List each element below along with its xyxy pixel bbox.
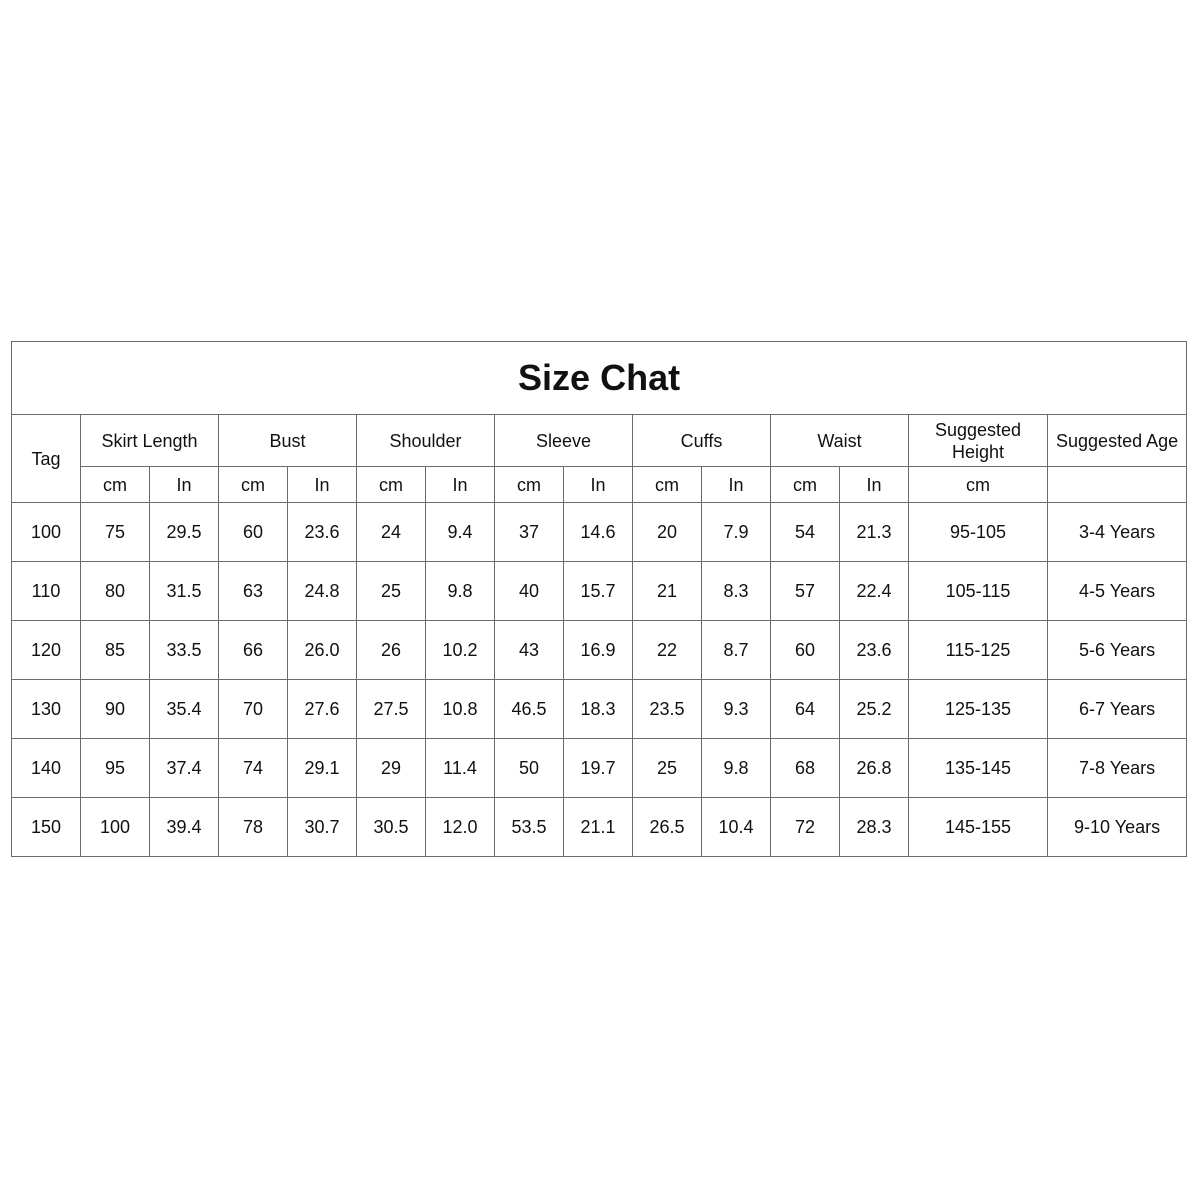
cell-waist-in: 28.3 [840,798,909,857]
cell-sleeve-in: 14.6 [564,503,633,562]
cell-skirt-length-cm: 85 [81,621,150,680]
cell-shoulder-cm: 26 [357,621,426,680]
cell-shoulder-in: 9.8 [426,562,495,621]
cell-sleeve-in: 21.1 [564,798,633,857]
cell-shoulder-cm: 24 [357,503,426,562]
cell-sleeve-cm: 46.5 [495,680,564,739]
cell-cuffs-cm: 25 [633,739,702,798]
cell-waist-cm: 64 [771,680,840,739]
header-cuffs: Cuffs [633,415,771,467]
cell-bust-in: 27.6 [288,680,357,739]
cell-skirt-length-in: 37.4 [150,739,219,798]
header-tag: Tag [12,415,81,503]
cell-bust-in: 23.6 [288,503,357,562]
cell-sleeve-cm: 53.5 [495,798,564,857]
header-waist: Waist [771,415,909,467]
cell-skirt-length-in: 35.4 [150,680,219,739]
cell-bust-in: 30.7 [288,798,357,857]
cell-cuffs-in: 8.7 [702,621,771,680]
cell-shoulder-cm: 27.5 [357,680,426,739]
table-row [12,798,1187,857]
cell-skirt-length-in: 33.5 [150,621,219,680]
header-skirt-length: Skirt Length [81,415,219,467]
cell-cuffs-cm: 26.5 [633,798,702,857]
cell-waist-cm: 60 [771,621,840,680]
cell-waist-in: 25.2 [840,680,909,739]
header-suggested-age: Suggested Age [1048,415,1187,467]
header-bust: Bust [219,415,357,467]
cell-suggested-height: 145-155 [909,798,1048,857]
cell-sleeve-cm: 43 [495,621,564,680]
table-row [12,739,1187,798]
cell-bust-in: 26.0 [288,621,357,680]
table-row [12,562,1187,621]
cell-bust-cm: 74 [219,739,288,798]
unit-in: In [150,467,219,503]
unit-in: In [426,467,495,503]
header-suggested-height: Suggested Height [909,415,1048,467]
cell-bust-in: 24.8 [288,562,357,621]
cell-bust-cm: 66 [219,621,288,680]
unit-cm: cm [633,467,702,503]
unit-cm: cm [495,467,564,503]
cell-skirt-length-cm: 95 [81,739,150,798]
unit-in: In [840,467,909,503]
cell-skirt-length-cm: 100 [81,798,150,857]
unit-in: In [564,467,633,503]
table-body [12,503,1187,857]
cell-waist-in: 22.4 [840,562,909,621]
cell-tag: 120 [12,621,81,680]
table-row [12,503,1187,562]
cell-cuffs-in: 10.4 [702,798,771,857]
size-chart [11,341,1187,857]
cell-waist-cm: 57 [771,562,840,621]
unit-cm: cm [357,467,426,503]
unit-in: In [288,467,357,503]
cell-skirt-length-in: 29.5 [150,503,219,562]
cell-bust-cm: 60 [219,503,288,562]
cell-sleeve-cm: 37 [495,503,564,562]
cell-suggested-age: 3-4 Years [1048,503,1187,562]
unit-cm: cm [219,467,288,503]
cell-sleeve-in: 19.7 [564,739,633,798]
cell-tag: 100 [12,503,81,562]
cell-sleeve-cm: 40 [495,562,564,621]
cell-suggested-age: 6-7 Years [1048,680,1187,739]
cell-shoulder-in: 9.4 [426,503,495,562]
cell-bust-cm: 78 [219,798,288,857]
cell-cuffs-cm: 20 [633,503,702,562]
cell-suggested-age: 4-5 Years [1048,562,1187,621]
cell-skirt-length-cm: 90 [81,680,150,739]
cell-suggested-height: 105-115 [909,562,1048,621]
cell-shoulder-cm: 30.5 [357,798,426,857]
unit-cm: cm [771,467,840,503]
cell-suggested-height: 135-145 [909,739,1048,798]
unit-empty [1048,467,1187,503]
cell-cuffs-cm: 21 [633,562,702,621]
cell-sleeve-in: 15.7 [564,562,633,621]
cell-cuffs-cm: 23.5 [633,680,702,739]
cell-waist-cm: 72 [771,798,840,857]
cell-tag: 130 [12,680,81,739]
cell-skirt-length-in: 39.4 [150,798,219,857]
cell-cuffs-in: 9.8 [702,739,771,798]
cell-cuffs-in: 9.3 [702,680,771,739]
cell-suggested-age: 5-6 Years [1048,621,1187,680]
cell-waist-cm: 68 [771,739,840,798]
cell-shoulder-in: 12.0 [426,798,495,857]
cell-suggested-height: 95-105 [909,503,1048,562]
header-sleeve: Sleeve [495,415,633,467]
cell-tag: 110 [12,562,81,621]
cell-waist-in: 21.3 [840,503,909,562]
cell-sleeve-in: 18.3 [564,680,633,739]
cell-skirt-length-cm: 80 [81,562,150,621]
unit-cm: cm [81,467,150,503]
unit-in: In [702,467,771,503]
unit-cm: cm [909,467,1048,503]
header-row [12,415,1187,467]
cell-waist-in: 26.8 [840,739,909,798]
cell-suggested-height: 125-135 [909,680,1048,739]
unit-row [12,467,1187,503]
cell-sleeve-in: 16.9 [564,621,633,680]
chart-title: Size Chat [12,342,1187,415]
size-table [11,341,1187,857]
cell-suggested-age: 7-8 Years [1048,739,1187,798]
table-row [12,621,1187,680]
cell-bust-cm: 70 [219,680,288,739]
cell-bust-cm: 63 [219,562,288,621]
cell-bust-in: 29.1 [288,739,357,798]
cell-waist-cm: 54 [771,503,840,562]
cell-cuffs-in: 7.9 [702,503,771,562]
cell-suggested-height: 115-125 [909,621,1048,680]
cell-cuffs-in: 8.3 [702,562,771,621]
cell-skirt-length-cm: 75 [81,503,150,562]
table-row [12,680,1187,739]
cell-waist-in: 23.6 [840,621,909,680]
header-shoulder: Shoulder [357,415,495,467]
cell-tag: 150 [12,798,81,857]
cell-cuffs-cm: 22 [633,621,702,680]
cell-shoulder-cm: 29 [357,739,426,798]
cell-sleeve-cm: 50 [495,739,564,798]
cell-shoulder-in: 10.2 [426,621,495,680]
cell-suggested-age: 9-10 Years [1048,798,1187,857]
cell-shoulder-cm: 25 [357,562,426,621]
cell-tag: 140 [12,739,81,798]
cell-shoulder-in: 11.4 [426,739,495,798]
cell-shoulder-in: 10.8 [426,680,495,739]
cell-skirt-length-in: 31.5 [150,562,219,621]
